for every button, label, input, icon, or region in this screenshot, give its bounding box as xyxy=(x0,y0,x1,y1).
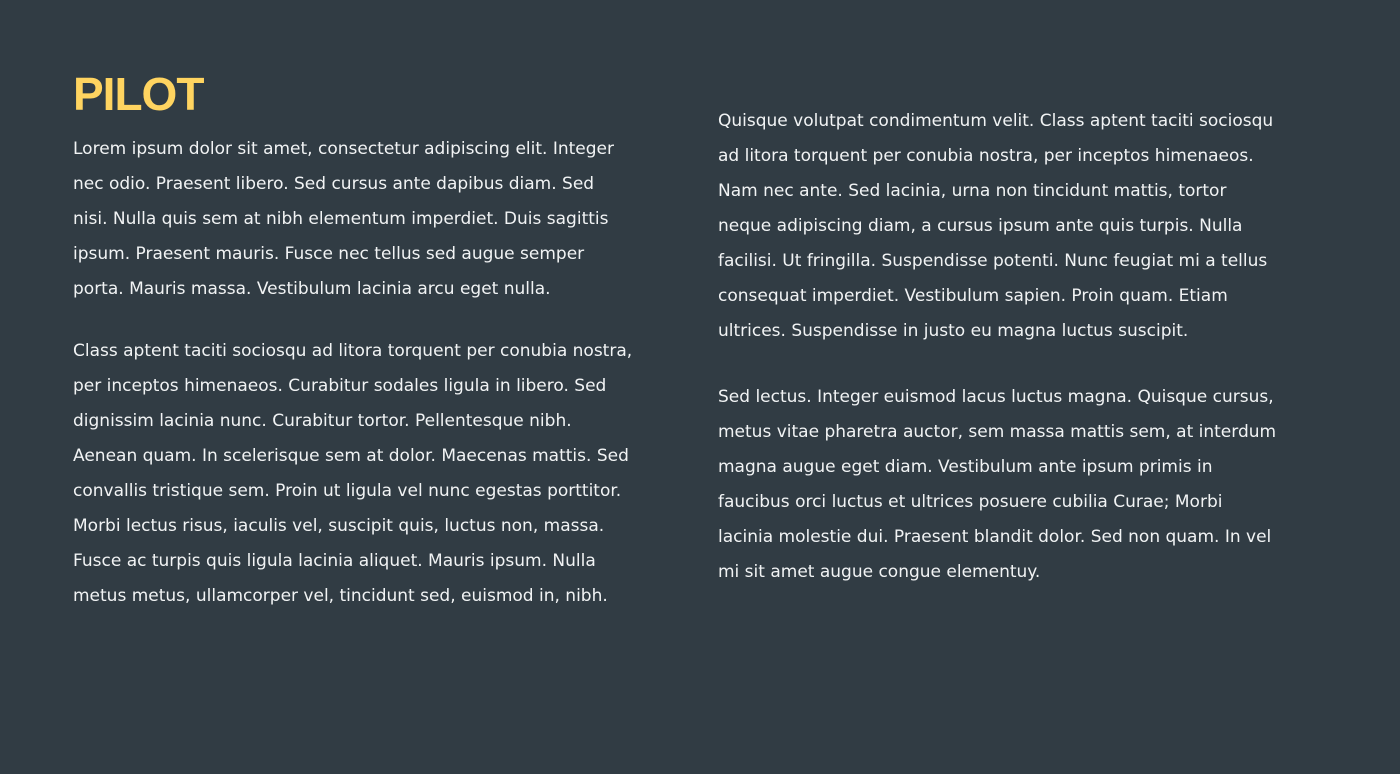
right-column xyxy=(718,104,1278,590)
left-paragraph-2: Class aptent taciti sociosqu ad litora torquent per conubia nostra, per inceptos himenaeos. Curabitur sodales ligula in libero. Sed dignissim lacinia nunc. Curabitur tortor. Pellentesque nibh. Aenean quam. In scelerisque sem at dolor. Maecenas mattis. Sed convallis tristique sem. Proin ut ligula vel nunc egestas porttitor. Morbi lectus risus, iaculis vel, suscipit quis, luctus non, massa. Fusce ac turpis quis ligula lacinia aliquet. Mauris ipsum. Nulla metus metus, ullamcorper vel, tincidunt sed, euismod in, nibh. xyxy=(73,341,633,606)
right-paragraph-2: Sed lectus. Integer euismod lacus luctus magna. Quisque cursus, metus vitae pharetra auctor, sem massa mattis sem, at interdum magna augue eget diam. Vestibulum ante ipsum primis in faucibus orci luctus et ultrices posuere cubilia Curae; Morbi lacinia molestie dui. Praesent blandit dolor. Sed non quam. In vel mi sit amet augue congue elementuy. xyxy=(718,387,1277,582)
left-column xyxy=(73,62,633,614)
right-paragraph-1: Quisque volutpat condimentum velit. Class aptent taciti sociosqu ad litora torquent per conubia nostra, per inceptos himenaeos. Nam nec ante. Sed lacinia, urna non tincidunt mattis, tortor neque adipiscing diam, a cursus ipsum ante quis turpis. Nulla facilisi. Ut fringilla. Suspendisse potenti. Nunc feugiat mi a tellus consequat imperdiet. Vestibulum sapien. Proin quam. Etiam ultrices. Suspendisse in justo eu magna luctus suscipit. xyxy=(718,111,1274,341)
page-title: PILOT xyxy=(73,68,204,120)
left-paragraph-1: Lorem ipsum dolor sit amet, consectetur adipiscing elit. Integer nec odio. Praesent libero. Sed cursus ante dapibus diam. Sed nisi. Nulla quis sem at nibh elementum imperdiet. Duis sagittis ipsum. Praesent mauris. Fusce nec tellus sed augue semper porta. Mauris massa. Vestibulum lacinia arcu eget nulla. xyxy=(73,139,615,299)
